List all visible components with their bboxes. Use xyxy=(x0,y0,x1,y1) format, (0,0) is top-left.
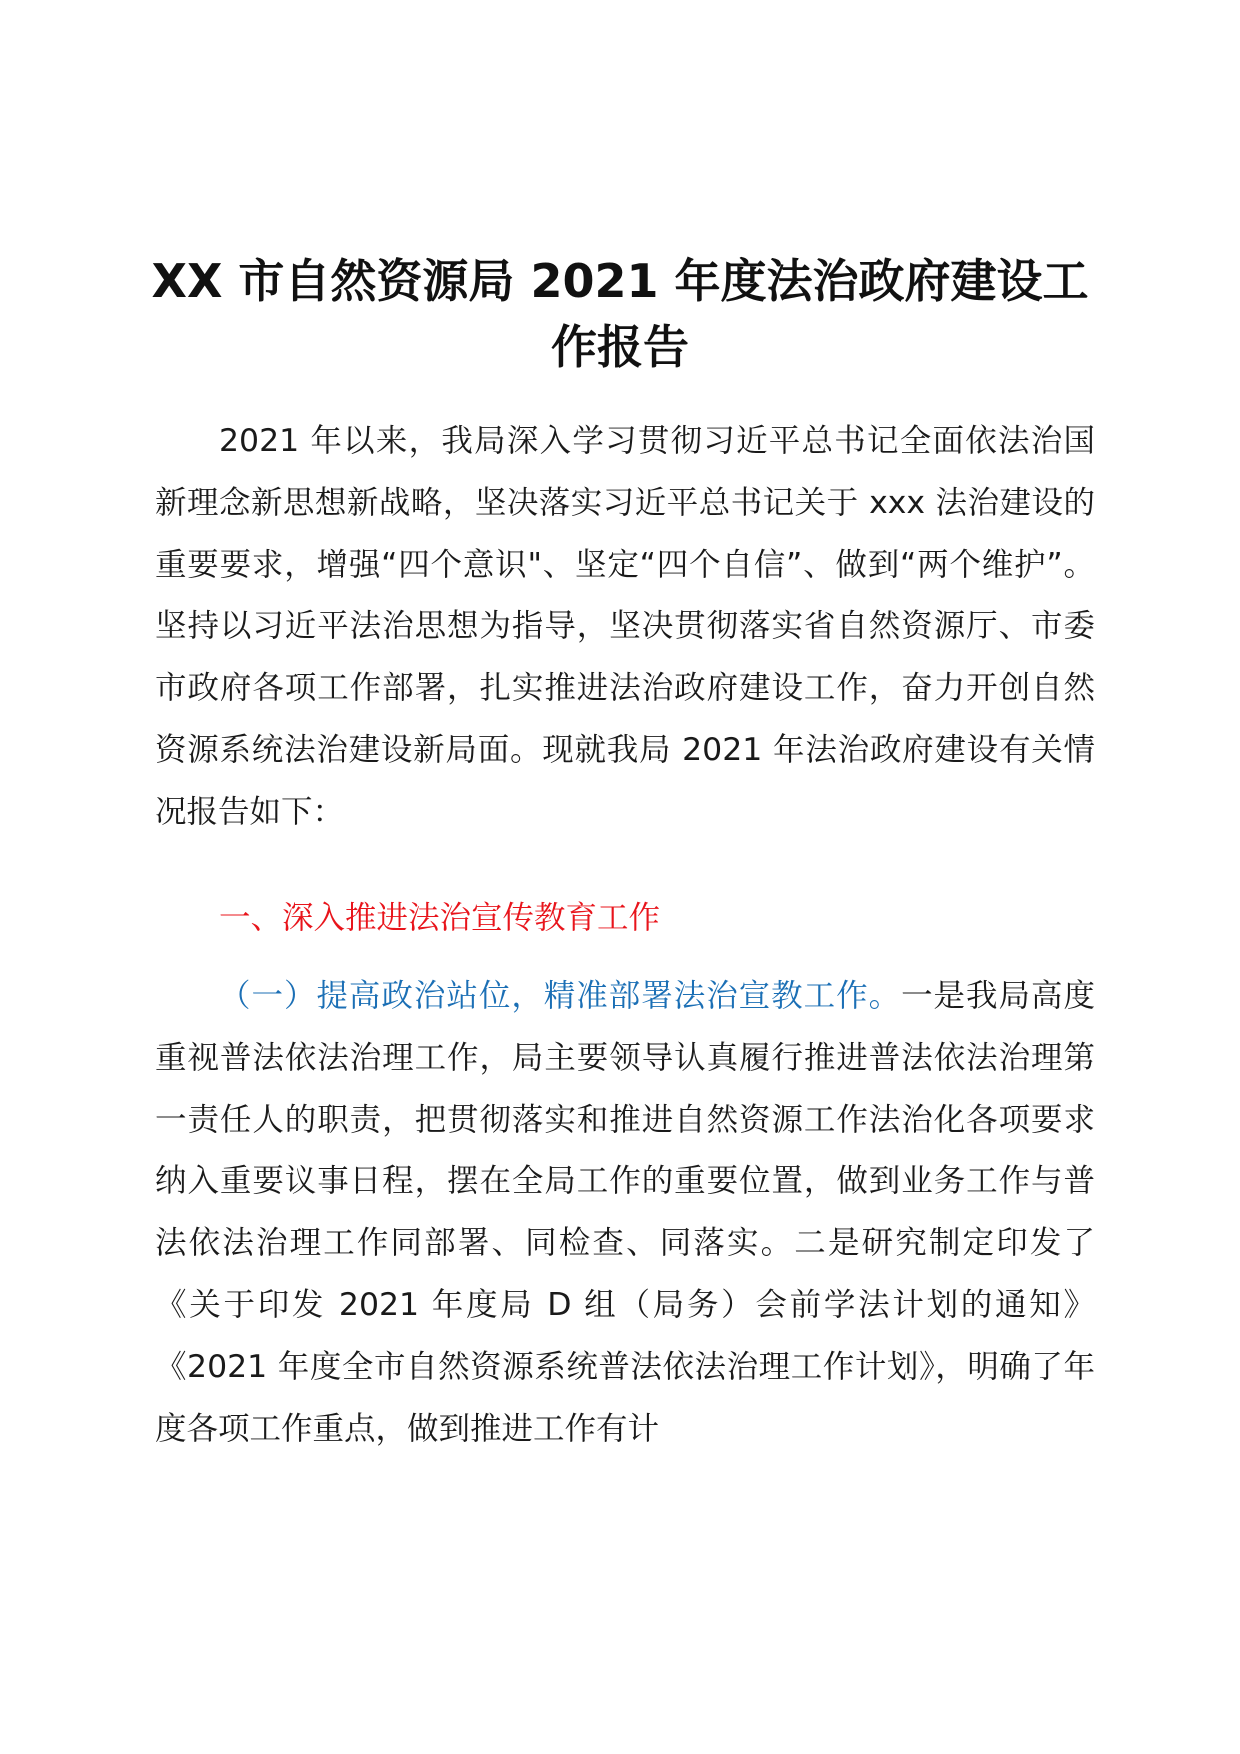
subsection-body: 一是我局高度重视普法依法治理工作，局主要领导认真履行推进普法依法治理第一责任人的职责，把贯彻落实和推进自然资源工作法治化各项要求纳入重要议事日程，摆在全局工作的重要位置，做到业务工作与普法依法治理工作同部署、同检查、同落实。二是研究制定印发了《关于印发 2021 年度局 D 组（局务）会前学法计划的通知》《2021 年度全市自然资源系统普法依法治理工作计划》，明确了年度各项工作重点，做到推进工作有计 xyxy=(155,978,1095,1447)
subsection-heading: （一）提高政治站位，精准部署法治宣教工作。 xyxy=(219,978,902,1014)
document-title: XX 市自然资源局 2021 年度法治政府建设工作报告 xyxy=(151,254,1089,374)
section-heading: 一、深入推进法治宣传教育工作 xyxy=(219,900,661,936)
subsection-paragraph xyxy=(155,966,1095,1460)
intro-paragraph: 2021 年以来，我局深入学习贯彻习近平总书记全面依法治国新理念新思想新战略，坚决落实习近平总书记关于 xxx 法治建设的重要要求，增强“四个意识"、坚定“四个自信”、做到“两个维护”。坚持以习近平法治思想为指导，坚决贯彻落实省自然资源厅、市委市政府各项工作部署，扎实推进法治政府建设工作，奋力开创自然资源系统法治建设新局面。现就我局 2021 年法治政府建设有关情况报告如下： xyxy=(155,423,1095,830)
